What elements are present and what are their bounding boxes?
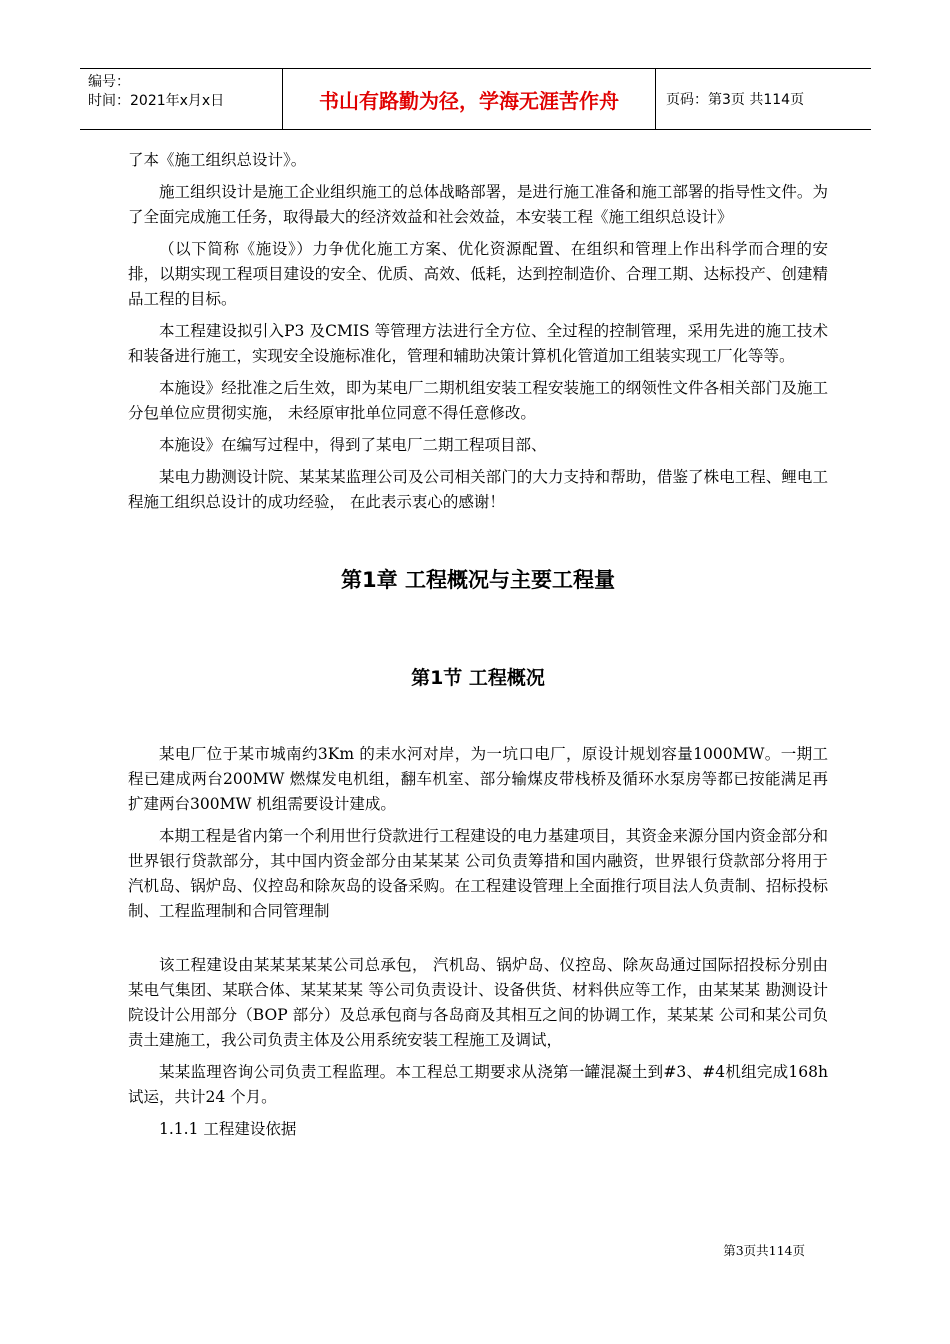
page-header xyxy=(80,68,871,130)
page-footer: 第3页共114页 xyxy=(723,1243,805,1258)
header-page-info: 页码：第3页 共114页 xyxy=(666,92,805,108)
paragraph: 该工程建设由某某某某某公司总承包， 汽机岛、锅炉岛、仪控岛、除灰岛通过国际招投标分别由某电气集团、某联合体、某某某某 等公司负责设计、设备供货、材料供应等工作，由某某某 勘测设计院设计公用部分（BOP 部分）及总承包商与各岛商及其相互之间的协调工作，某某某 公司和某公司负责土建施工，我公司负责主体及公用系统安装工程施工及调试， xyxy=(128,956,828,1049)
subsection-heading: 1.1.1 工程建设依据 xyxy=(159,1120,297,1138)
paragraph: 本期工程是省内第一个利用世行贷款进行工程建设的电力基建项目，其资金来源分国内资金部分和世界银行贷款部分，其中国内资金部分由某某某 公司负责筹措和国内融资，世界银行贷款部分将用于汽机岛、锅炉岛、仪控岛和除灰岛的设备采购。在工程建设管理上全面推行项目法人负责制、招标投标制、工程监理制和合同管理制 xyxy=(128,827,828,920)
paragraph: 本施设》在编写过程中，得到了某电厂二期工程项目部、 xyxy=(159,436,547,454)
header-motto: 书山有路勤为径，学海无涯苦作舟 xyxy=(283,69,656,129)
chapter-title: 第1章 工程概况与主要工程量 xyxy=(341,568,615,592)
paragraph: 施工组织设计是施工企业组织施工的总体战略部署，是进行施工准备和施工部署的指导性文件。为了全面完成施工任务，取得最大的经济效益和社会效益，本安装工程《施工组织总设计》 xyxy=(128,183,828,226)
paragraph: （以下简称《施设》）力争优化施工方案、优化资源配置、在组织和管理上作出科学而合理的安排，以期实现工程项目建设的安全、优质、高效、低耗，达到控制造价、合理工期、达标投产、创建精品工程的目标。 xyxy=(128,240,828,308)
paragraph: 某电厂位于某市城南约3Km 的耒水河对岸，为一坑口电厂，原设计规划容量1000MW。一期工程已建成两台200MW 燃煤发电机组，翻车机室、部分输煤皮带栈桥及循环水泵房等都已按能满足再扩建两台300MW 机组需要设计建成。 xyxy=(128,745,828,813)
paragraph: 了本《施工组织总设计》。 xyxy=(128,151,307,169)
paragraph: 某电力勘测设计院、某某某监理公司及公司相关部门的大力支持和帮助，借鉴了株电工程、鲤电工程施工组织总设计的成功经验， 在此表示衷心的感谢！ xyxy=(128,468,828,511)
doc-date: 时间：2021年x月x日 xyxy=(88,93,225,109)
document-body xyxy=(128,148,828,1149)
paragraph: 某某监理咨询公司负责工程监理。本工程总工期要求从浇第一罐混凝土到#3、#4机组完成168h 试运，共计24 个月。 xyxy=(128,1063,828,1106)
paragraph: 本工程建设拟引入P3 及CMIS 等管理方法进行全方位、全过程的控制管理，采用先进的施工技术和装备进行施工，实现安全设施标准化，管理和辅助决策计算机化管道加工组装实现工厂化等等。 xyxy=(128,322,828,365)
paragraph: 本施设》经批准之后生效，即为某电厂二期机组安装工程安装施工的纲领性文件各相关部门及施工分包单位应贯彻实施， 未经原审批单位同意不得任意修改。 xyxy=(128,379,828,422)
doc-number-label: 编号： xyxy=(88,74,130,90)
section-title: 第1节 工程概况 xyxy=(411,667,545,689)
header-doc-info xyxy=(80,69,283,129)
